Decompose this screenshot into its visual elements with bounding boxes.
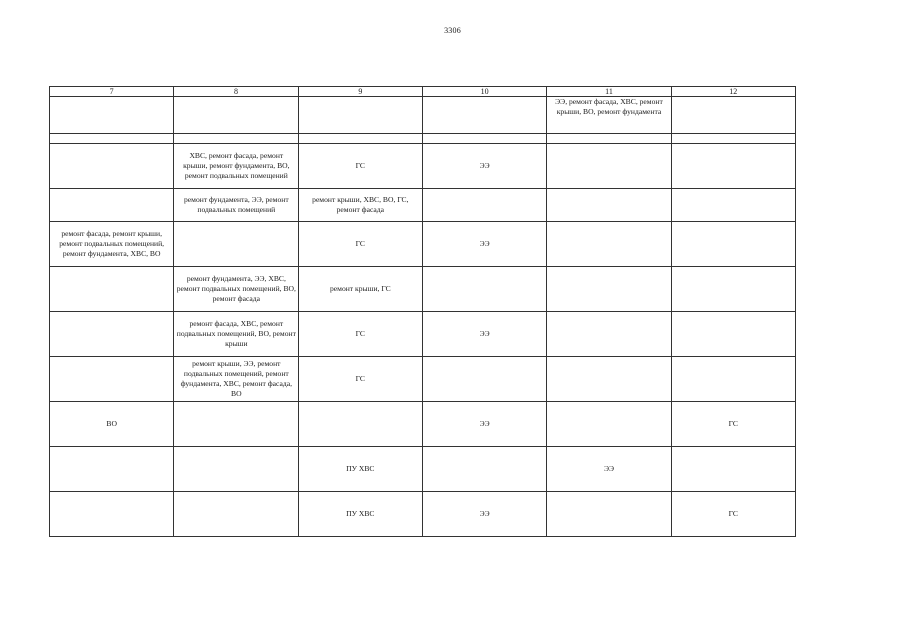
table-cell xyxy=(547,97,671,134)
table-cell xyxy=(671,222,795,267)
cell-text: ремонт фасада, ремонт крыши, ремонт подвальных помещений, ремонт фундамента, ХВС, ВО xyxy=(59,229,165,258)
table-cell xyxy=(671,134,795,144)
cell-text: ГС xyxy=(355,161,365,170)
column-header: 8 xyxy=(174,87,298,97)
table-cell xyxy=(547,492,671,537)
table-cell xyxy=(298,447,422,492)
table-cell xyxy=(298,267,422,312)
table-cell xyxy=(174,402,298,447)
table-cell xyxy=(671,447,795,492)
table-cell xyxy=(298,97,422,134)
table-cell xyxy=(298,402,422,447)
table-cell xyxy=(422,222,546,267)
table-cell xyxy=(174,357,298,402)
table-cell xyxy=(671,402,795,447)
column-header: 11 xyxy=(547,87,671,97)
table-cell xyxy=(174,492,298,537)
table-row xyxy=(50,134,796,144)
table-row xyxy=(50,312,796,357)
cell-text: ремонт фундамента, ЭЭ, ХВС, ремонт подвальных помещений, ВО, ремонт фасада xyxy=(176,274,296,303)
table-cell xyxy=(298,357,422,402)
table-cell xyxy=(671,189,795,222)
table-cell xyxy=(298,189,422,222)
table-cell xyxy=(422,402,546,447)
table-row xyxy=(50,447,796,492)
column-header: 7 xyxy=(50,87,174,97)
cell-text: ЭЭ xyxy=(479,239,490,248)
cell-text: ВО xyxy=(106,419,117,428)
table-cell xyxy=(422,447,546,492)
table-cell xyxy=(50,447,174,492)
table-cell xyxy=(422,357,546,402)
cell-text: ЭЭ xyxy=(603,464,614,473)
table-row xyxy=(50,267,796,312)
cell-text: ремонт крыши, ЭЭ, ремонт подвальных помещений, ремонт фундамента, ХВС, ремонт фасада, ВО xyxy=(180,359,293,398)
cell-text: ГС xyxy=(355,239,365,248)
table-cell xyxy=(671,492,795,537)
table-cell xyxy=(422,189,546,222)
table-row xyxy=(50,492,796,537)
table-cell xyxy=(50,357,174,402)
table-cell xyxy=(50,267,174,312)
cell-text: ЭЭ, ремонт фасада, ХВС, ремонт крыши, ВО, ремонт фундамента xyxy=(555,97,663,116)
table-cell xyxy=(174,97,298,134)
table-row xyxy=(50,357,796,402)
cell-text: ЭЭ xyxy=(479,161,490,170)
table-cell xyxy=(50,144,174,189)
cell-text: ЭЭ xyxy=(479,329,490,338)
cell-text: ремонт крыши, ХВС, ВО, ГС, ремонт фасада xyxy=(312,195,409,214)
table-cell xyxy=(50,312,174,357)
cell-text: ГС xyxy=(728,509,738,518)
table-cell xyxy=(174,189,298,222)
page-number: 3306 xyxy=(444,26,461,35)
cell-text: ПУ ХВС xyxy=(346,509,375,518)
table-row xyxy=(50,144,796,189)
cell-text: ремонт крыши, ГС xyxy=(329,284,391,293)
cell-text: ЭЭ xyxy=(479,419,490,428)
table-cell xyxy=(671,97,795,134)
table-cell xyxy=(174,222,298,267)
table-cell xyxy=(422,312,546,357)
table-cell xyxy=(547,312,671,357)
table-cell xyxy=(547,134,671,144)
table-cell xyxy=(50,134,174,144)
table-cell xyxy=(50,492,174,537)
cell-text: ГС xyxy=(728,419,738,428)
table-row xyxy=(50,97,796,134)
table-cell xyxy=(174,447,298,492)
header-row xyxy=(50,87,796,97)
data-table xyxy=(49,86,796,537)
table-cell xyxy=(547,222,671,267)
table-cell xyxy=(671,144,795,189)
table-cell xyxy=(298,312,422,357)
table-cell xyxy=(50,402,174,447)
table-cell xyxy=(298,492,422,537)
table-cell xyxy=(671,312,795,357)
cell-text: ремонт фундамента, ЭЭ, ремонт подвальных помещений xyxy=(183,195,289,214)
column-header: 10 xyxy=(422,87,546,97)
table-cell xyxy=(50,222,174,267)
table-cell xyxy=(174,312,298,357)
table-cell xyxy=(298,144,422,189)
table-cell xyxy=(298,134,422,144)
table-cell xyxy=(547,189,671,222)
table-cell xyxy=(422,492,546,537)
table-cell xyxy=(547,447,671,492)
table-row xyxy=(50,402,796,447)
table-cell xyxy=(671,357,795,402)
table-cell xyxy=(174,144,298,189)
cell-text: ГС xyxy=(355,329,365,338)
table-cell xyxy=(422,134,546,144)
column-header: 9 xyxy=(298,87,422,97)
table-cell xyxy=(547,357,671,402)
table-row xyxy=(50,189,796,222)
table-cell xyxy=(50,97,174,134)
table-row xyxy=(50,222,796,267)
table-cell xyxy=(547,402,671,447)
table-cell xyxy=(298,222,422,267)
table-cell xyxy=(174,134,298,144)
column-header: 12 xyxy=(671,87,795,97)
table-cell xyxy=(422,267,546,312)
table-cell xyxy=(50,189,174,222)
table-cell xyxy=(671,267,795,312)
table-cell xyxy=(174,267,298,312)
table-cell xyxy=(422,144,546,189)
cell-text: ПУ ХВС xyxy=(346,464,375,473)
cell-text: ЭЭ xyxy=(479,509,490,518)
cell-text: ГС xyxy=(355,374,365,383)
table-cell xyxy=(422,97,546,134)
cell-text: ремонт фасада, ХВС, ремонт подвальных помещений, ВО, ремонт крыши xyxy=(176,319,296,348)
table-cell xyxy=(547,144,671,189)
cell-text: ХВС, ремонт фасада, ремонт крыши, ремонт фундамента, ВО, ремонт подвальных помещений xyxy=(183,151,290,180)
table-cell xyxy=(547,267,671,312)
